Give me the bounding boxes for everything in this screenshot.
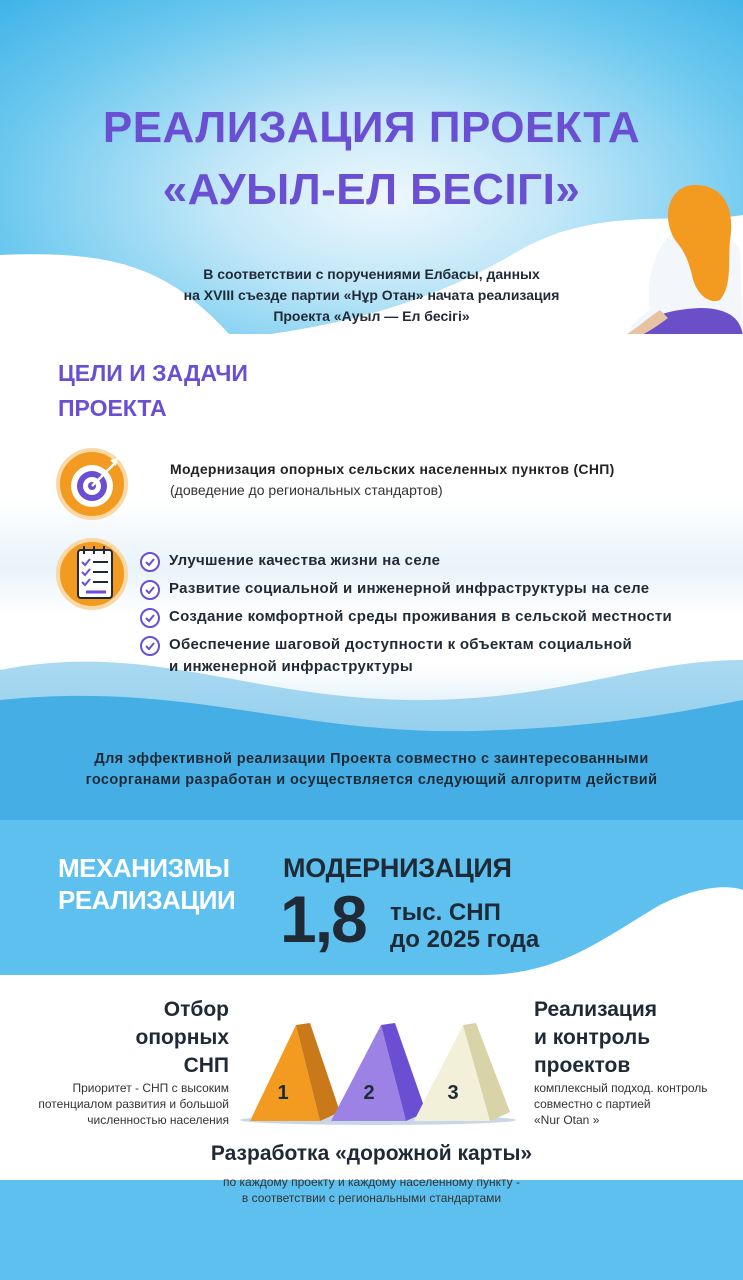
step3-desc-line3: «Nur Otan » [534,1113,600,1127]
main-title-line1: РЕАЛИЗАЦИЯ ПРОЕКТА [102,103,641,152]
step1-desc-line2: потенциалом развития и большой [38,1097,229,1111]
intro-text-line1: В соответствии с поручениями Елбасы, данных [203,266,540,282]
check-circle-icon [140,580,160,600]
pyramid-1-number: 1 [277,1082,289,1104]
goals-title-line2: ПРОЕКТА [58,395,167,421]
step2-desc-line1: по каждому проекту и каждому населенному пункту - [223,1175,520,1189]
modernization-text: Модернизация опорных сельских населенных пунктов (СНП) [170,461,615,477]
pyramid-2-number: 2 [363,1082,375,1104]
target-icon [60,452,124,516]
modernization-heading: МОДЕРНИЗАЦИЯ [283,853,512,883]
step1-title-line1: Отбор [163,998,229,1021]
intro-text-line2: на XVIII съезде партии «Нұр Отан» начата реализация [183,287,560,303]
step3-title-line2: и контроль [534,1026,651,1049]
modernization-unit-line2: до 2025 года [390,926,540,953]
goal-item-continuation: и инженерной инфраструктуры [169,658,413,675]
mechanisms-label-line2: РЕАЛИЗАЦИИ [58,885,236,915]
checklist-icon [60,542,124,606]
goal-item-text: Развитие социальной и инженерной инфраструктуры на селе [169,580,650,597]
header-section [0,0,743,340]
pyramid-2 [331,1023,426,1121]
step2-desc-line2: в соответствии с региональными стандартами [241,1191,502,1205]
step3-title-line1: Реализация [534,998,658,1021]
pyramid-3 [414,1023,510,1121]
checklist-badge [56,538,128,610]
modernization-note: (доведение до региональных стандартов) [170,482,443,498]
check-circle-icon [140,552,160,572]
step3-title [534,996,657,1080]
target-badge [56,448,128,520]
step1-title [136,996,229,1080]
pyramid-1 [250,1023,340,1121]
algorithm-text-line2: госорганами разработан и осуществляется следующий алгоритм действий [85,772,658,788]
pyramid-3-number: 3 [447,1082,459,1104]
step1-title-line3: СНП [183,1054,229,1077]
algorithm-text-line1: Для эффективной реализации Проекта совместно с заинтересованными [94,751,649,767]
goal-item-text: Обеспечение шаговой доступности к объектам социальной [169,636,632,653]
step1-desc-line3: численностью населения [87,1113,229,1127]
modernization-number: 1,8 [280,882,366,956]
woman-illustration [600,180,743,340]
step1-title-line2: опорных [135,1026,229,1049]
mechanisms-label-line1: МЕХАНИЗМЫ [58,853,230,883]
step1-description [38,1080,229,1128]
step2-title: Разработка «дорожной карты» [210,1142,533,1165]
step3-desc-line1: комплексный подход. контроль [534,1081,708,1095]
step3-description [534,1080,708,1128]
step1-desc-line1: Приоритет - СНП с высоким [72,1081,229,1095]
step3-title-line3: проектов [534,1054,631,1077]
goal-item-text: Создание комфортной среды проживания в сельской местности [169,608,673,625]
check-circle-icon [140,608,160,628]
pyramids-diagram [238,1020,528,1130]
goals-title-line1: ЦЕЛИ И ЗАДАЧИ [58,360,248,386]
step3-desc-line2: совместно с партией [534,1097,651,1111]
intro-text-line3: Проекта «Ауыл — Ел бесігі» [273,308,470,324]
check-circle-icon [140,636,160,656]
modernization-unit-line1: тыс. СНП [390,899,501,926]
goal-item-text: Улучшение качества жизни на селе [169,552,441,569]
main-title-line2: «АУЫЛ-ЕЛ БЕСІГІ» [162,165,581,214]
